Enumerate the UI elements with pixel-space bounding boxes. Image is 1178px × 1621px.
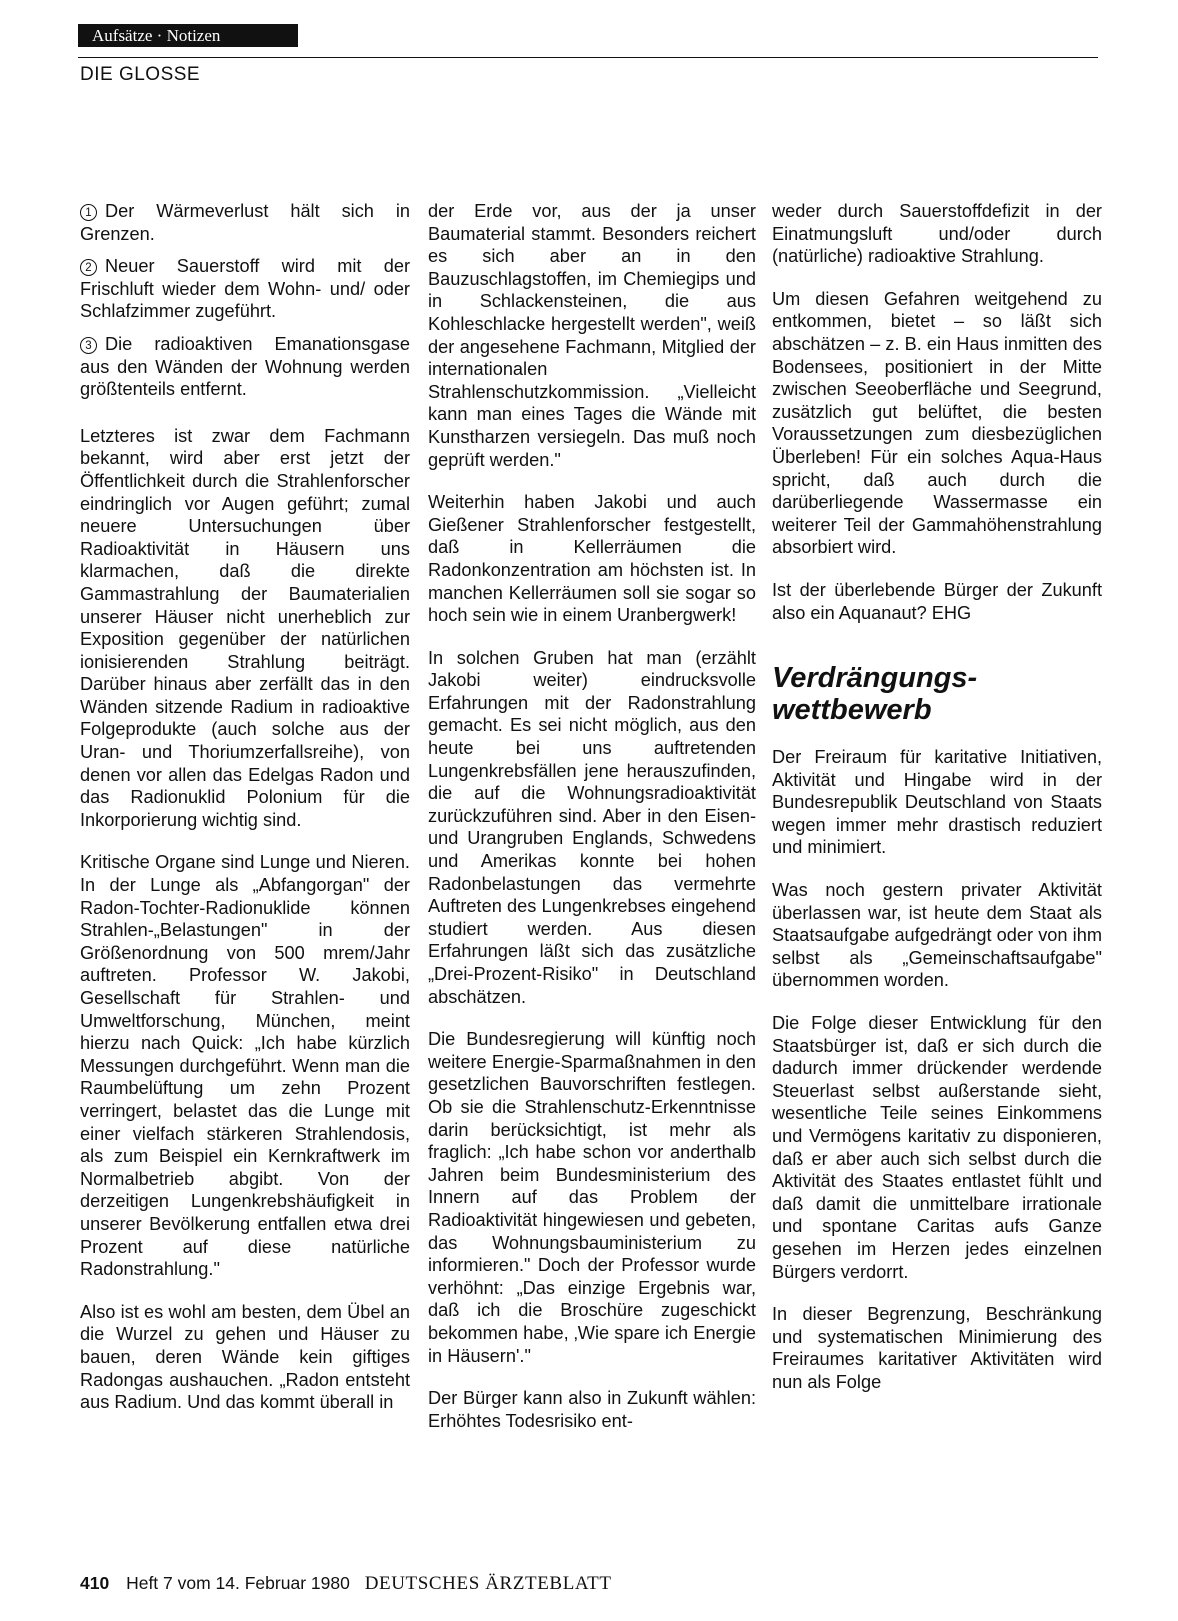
issue-info: Heft 7 vom 14. Februar 1980 (126, 1573, 350, 1593)
paragraph: Der Freiraum für karitative Initiativen, Aktivität und Hingabe wird in der Bundesrepublik Deutschland von Staats wegen immer mehr drastisch reduziert und minimiert. (772, 747, 1102, 858)
column-2 (428, 200, 756, 1432)
paragraph: Was noch gestern privater Aktivität überlassen war, ist heute dem Staat als Staatsaufgabe aufgedrängt oder von ihm selbst als „Gemeinschaftsaufgabe" übernommen worden. (772, 880, 1102, 991)
paragraph: Die Folge dieser Entwicklung für den Staatsbürger ist, daß er sich durch die dadurch immer drückender werdende Steuerlast selbst außerstande sieht, wesentliche Teile seines Einkommens und Vermögens karitativ zu disponieren, daß er aber auch sich selbst durch die Aktivität des Staates entlastet fühlt und daß damit die unmittelbare irrationale und spontane Caritas aufs Ganze gesehen im Herzen jedes einzelnen Bürgers verdorrt. (772, 1013, 1102, 1282)
page-footer (80, 1573, 612, 1595)
page-number: 410 (80, 1573, 110, 1593)
circled-number: 2 (80, 259, 97, 276)
circled-number: 1 (80, 204, 97, 221)
paragraph: Der Bürger kann also in Zukunft wählen: Erhöhtes Todesrisiko ent- (428, 1388, 756, 1431)
header-rule (78, 57, 1098, 58)
paragraph: In dieser Begrenzung, Beschränkung und systematischen Minimierung des Freiraumes karitativer Aktivitäten wird nun als Folge (772, 1304, 1102, 1392)
list-item-text: Neuer Sauerstoff wird mit der Frischluft wieder dem Wohn- und/ oder Schlafzimmer zugeführt. (80, 256, 410, 322)
list-item (80, 200, 410, 245)
paragraph: Letzteres ist zwar dem Fachmann bekannt, wird aber erst jetzt der Öffentlichkeit durch die Strahlenforscher eindringlich vor Augen geführt; zumal neuere Untersuchungen über Radioaktivität in Häusern uns klarmachen, daß die direkte Gammastrahlung der Baumaterialien unserer Häuser nicht unerheblich zur Exposition gegenüber der natürlichen ionisierenden Strahlung beiträgt. Darüber hinaus aber zerfällt das in den Wänden sitzende Radium in radioaktive Folgeprodukte (auch solche aus der Uran- und Thoriumzerfallsreihe), von denen vor allen das Edelgas Radon und das Radionuklid Polonium für die Inkorporierung wichtig sind. (80, 425, 410, 830)
article-heading: Verdrängungs- wettbewerb (772, 662, 978, 727)
paragraph: Weiterhin haben Jakobi und auch Gießener Strahlenforscher festgestellt, daß in Kellerräumen die Radonkonzentration am höchsten ist. In manchen Kellerräumen soll sie sogar so hoch sein wie in einem Uranbergwerk! (428, 492, 756, 626)
paragraph: weder durch Sauerstoffdefizit in der Einatmungsluft und/oder durch (natürliche) radioaktive Strahlung. (772, 201, 1102, 267)
column-label: DIE GLOSSE (80, 64, 201, 85)
journal-name: DEUTSCHES ÄRZTEBLATT (364, 1573, 612, 1594)
column-3 (772, 200, 1102, 1394)
paragraph: Die Bundesregierung will künftig noch weitere Energie-Sparmaßnahmen in den gesetzlichen Bauvorschriften festlegen. Ob sie die Strahlenschutz-Erkenntnisse darin berücksichtigt, ist mehr als fraglich: „Ich habe schon vor anderthalb Jahren beim Bundesministerium des Innern auf das Problem der Radioaktivität hingewiesen und gebeten, das Wohnungsbauministerium zu informieren." Doch der Professor wurde verhöhnt: „Das einzige Ergebnis war, daß ich die Broschüre zugeschickt bekommen habe, ‚Wie spare ich Energie in Häusern'." (428, 1029, 756, 1366)
paragraph: In solchen Gruben hat man (erzählt Jakobi weiter) eindrucksvolle Erfahrungen mit der Radonstrahlung gemacht. Es sei nicht möglich, aus den heute bei uns auftretenden Lungenkrebsfällen jene herauszufinden, die auf die Wohnungsradioaktivität zurückzuführen sind. Aber in den Eisen- und Urangruben Englands, Schwedens und Amerikas konnte bei hohen Radonbelastungen das vermehrte Auftreten des Lungenkrebses eingehend studiert werden. Aus diesen Erfahrungen läßt sich das zusätzliche „Drei-Prozent-Risiko" in Deutschland abschätzen. (428, 647, 756, 1007)
list-item-text: Die radioaktiven Emanationsgase aus den Wänden der Wohnung werden größtenteils entfernt. (80, 333, 410, 400)
list-item (80, 255, 410, 323)
section-label: Aufsätze · Notizen (78, 24, 298, 47)
paragraph: Kritische Organe sind Lunge und Nieren. In der Lunge als „Abfangorgan" der Radon-Tochter-Radionuklide können Strahlen-„Belastungen" in der Größenordnung von 500 mrem/Jahr auftreten. Professor W. Jakobi, Gesellschaft für Strahlen- und Umweltforschung, München, meint hierzu nach Quick: „Ich habe kürzlich Messungen durchgeführt. Wenn man die Raumbelüftung um zehn Prozent verringert, belastet das die Lunge mit einer vielfach stärkeren Strahlendosis, als zum Beispiel ein Kernkraftwerk im Normalbetrieb abgibt. Von der derzeitigen Lungenkrebshäufigkeit in unserer Bevölkerung entfallen etwa drei Prozent auf diese natürliche Radonstrahlung." (80, 852, 410, 1280)
list-item-text: Der Wärmeverlust hält sich in Grenzen. (80, 201, 410, 244)
paragraph: Um diesen Gefahren weitgehend zu entkommen, bietet – so läßt sich abschätzen – z. B. ein Haus inmitten des Bodensees, positioniert in der Mitte zwischen Seeoberfläche und Seegrund, zusätzlich gut belüftet, die besten Voraussetzungen zum diesbezüglichen Überleben! Für ein solches Aqua-Haus spricht, daß auch durch die darüberliegende Wassermasse ein weiterer Teil der Gammahöhenstrahlung absorbiert wird. (772, 288, 1102, 558)
list-item (80, 333, 410, 401)
column-1 (80, 200, 410, 1414)
circled-number: 3 (80, 337, 97, 354)
paragraph: der Erde vor, aus der ja unser Baumaterial stammt. Besonders reichert es sich aber an in den Bauzuschlagstoffen, im Chemiegips und in Schlackensteinen, die aus Kohleschlacke hergestellt werden", weiß der angesehene Fachmann, Mitglied der internationalen Strahlenschutzkommission. „Vielleicht kann man eines Tages die Wände mit Kunstharzen versiegeln. Das muß noch geprüft werden." (428, 201, 756, 470)
paragraph: Ist der überlebende Bürger der Zukunft also ein Aquanaut? EHG (772, 579, 1102, 623)
paragraph: Also ist es wohl am besten, dem Übel an die Wurzel zu gehen und Häuser zu bauen, deren Wände kein giftiges Radongas aushauchen. „Radon entsteht aus Radium. Und das kommt überall in (80, 1301, 410, 1413)
